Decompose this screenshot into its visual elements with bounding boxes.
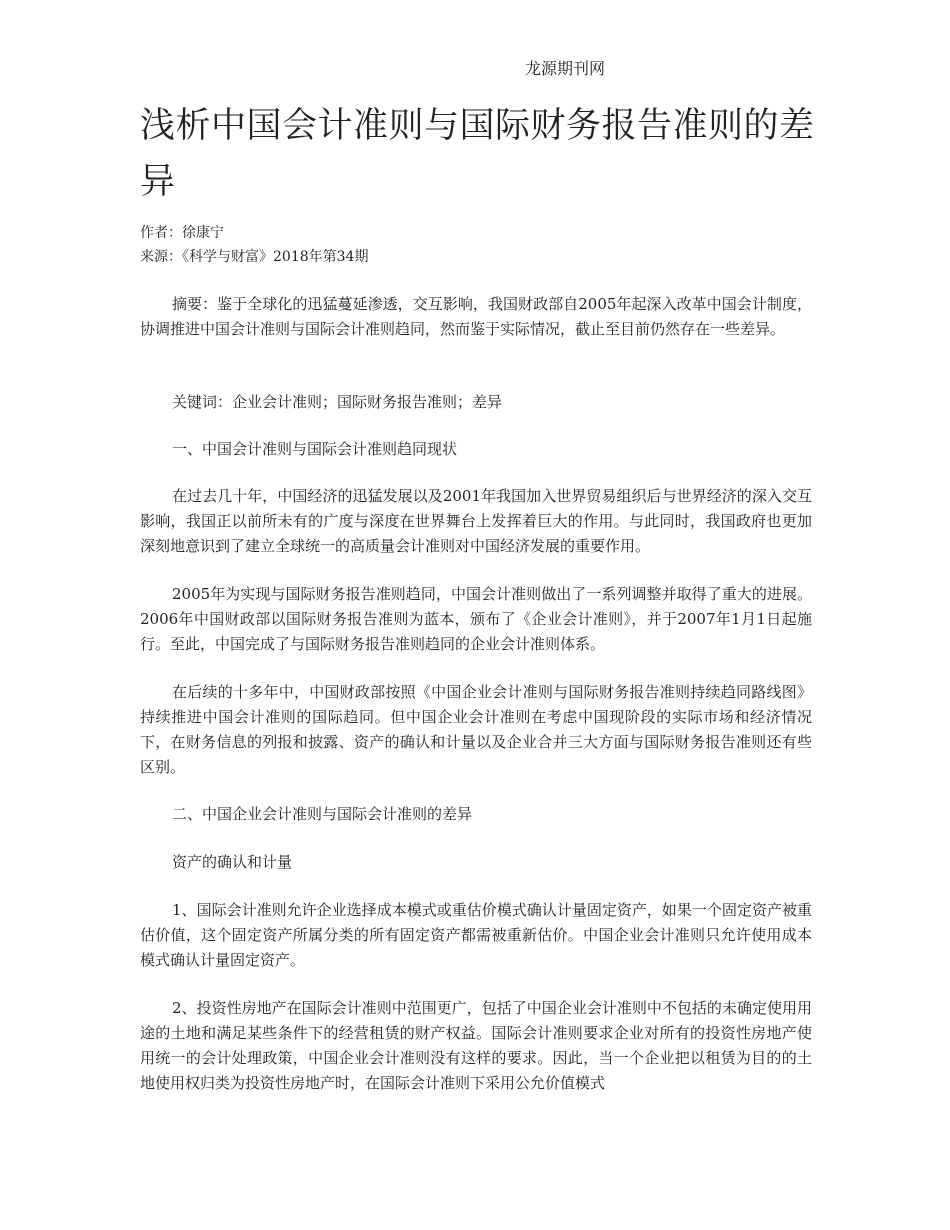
article-source: 来源：《科学与财富》2018年第34期	[140, 249, 369, 265]
paragraph-3: 在后续的十多年中，中国财政部按照《中国企业会计准则与国际财务报告准则持续趋同路线图》持续推进中国会计准则的国际趋同。但中国企业会计准则在考虑中国现阶段的实际市场和经济情况下，在财务信息的列报和披露、资产的确认和计量以及企业合并三大方面与国际财务报告准则还有些区别。	[140, 683, 812, 776]
article-title: 浅析中国会计准则与国际财务报告准则的差异	[140, 106, 815, 202]
keywords: 关键词：企业会计准则；国际财务报告准则；差异	[172, 393, 503, 411]
section2-heading: 二、中国企业会计准则与国际会计准则的差异	[172, 805, 473, 823]
site-name: 龙源期刊网	[525, 59, 606, 78]
paragraph-2: 2005年为实现与国际财务报告准则趋同，中国会计准则做出了一系列调整并取得了重大的进展。2006年中国财政部以国际财务报告准则为蓝本，颁布了《企业会计准则》，并于2007年1月1日起施行。至此，中国完成了与国际财务报告准则趋同的企业会计准则体系。	[140, 585, 812, 653]
article-author: 作者：徐康宁	[140, 225, 224, 241]
point-1: 1、国际会计准则允许企业选择成本模式或重估价模式确认计量固定资产，如果一个固定资产被重估价值，这个固定资产所属分类的所有固定资产都需被重新估价。中国企业会计准则只允许使用成本模式确认计量固定资产。	[140, 901, 812, 969]
point-2: 2、投资性房地产在国际会计准则中范围更广，包括了中国企业会计准则中不包括的未确定使用用途的土地和满足某些条件下的经营租赁的财产权益。国际会计准则要求企业对所有的投资性房地产使用统一的会计处理政策，中国企业会计准则没有这样的要求。因此，当一个企业把以租赁为目的的土地使用权归类为投资性房地产时，在国际会计准则下采用公允价值模式	[140, 999, 812, 1092]
subheading-assets: 资产的确认和计量	[172, 853, 293, 871]
section1-heading: 一、中国会计准则与国际会计准则趋同现状	[172, 440, 458, 458]
paragraph-1: 在过去几十年，中国经济的迅猛发展以及2001年我国加入世界贸易组织后与世界经济的深入交互影响，我国正以前所未有的广度与深度在世界舞台上发挥着巨大的作用。与此同时，我国政府也更加深刻地意识到了建立全球统一的高质量会计准则对中国经济发展的重要作用。	[140, 487, 812, 555]
abstract: 摘要：鉴于全球化的迅猛蔓延渗透，交互影响，我国财政部自2005年起深入改革中国会计制度，协调推进中国会计准则与国际会计准则趋同，然而鉴于实际情况，截止至目前仍然存在一些差异。	[140, 295, 812, 338]
